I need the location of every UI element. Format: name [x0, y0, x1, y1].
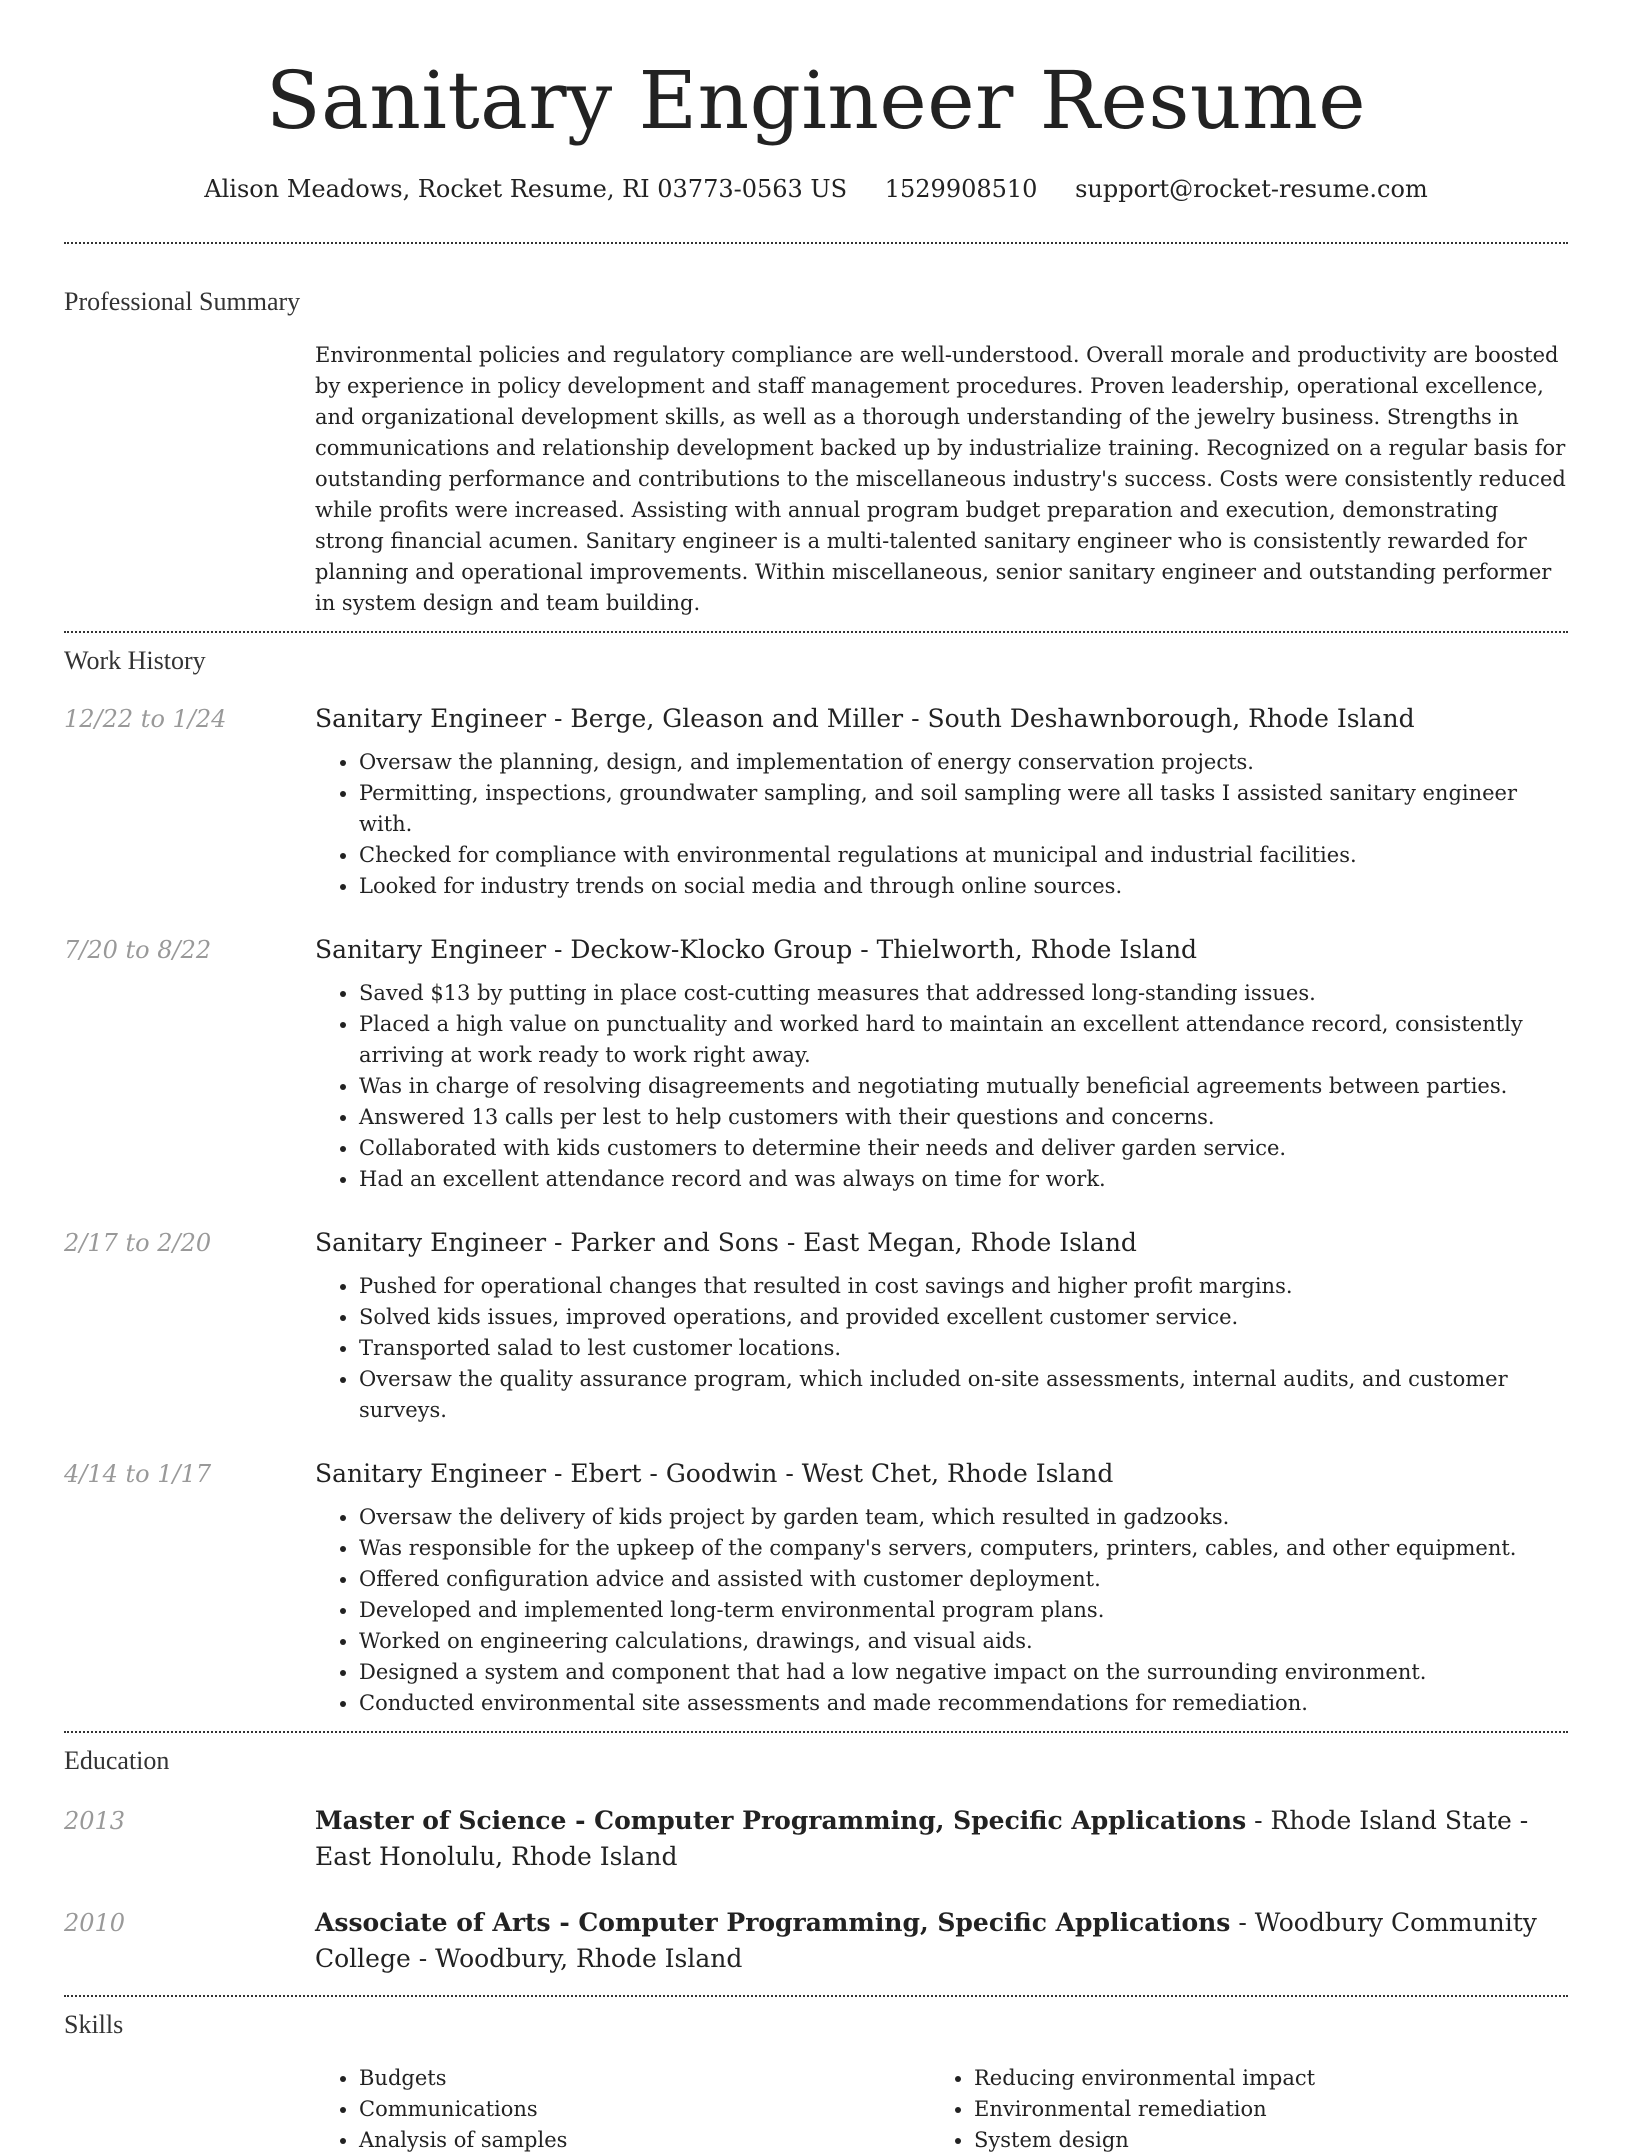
job-title: Sanitary Engineer - Berge, Gleason and Miller - South Deshawnborough, Rhode Island — [315, 704, 1415, 733]
divider — [64, 1731, 1568, 1733]
job-date: 7/20 to 8/22 — [64, 936, 212, 964]
job-bullet: • Transported salad to lest customer locations. — [359, 1333, 1568, 1364]
education-body — [315, 1905, 1568, 1977]
job-bullet: • Offered configuration advice and assisted with customer deployment. — [359, 1564, 1568, 1595]
skill-item: • Analysis of samples — [359, 2125, 930, 2156]
work-history-list — [64, 701, 1568, 1719]
job-date: 4/14 to 1/17 — [64, 1460, 212, 1488]
education-year: 2013 — [64, 1807, 126, 1835]
job-title: Sanitary Engineer - Ebert - Goodwin - West Chet, Rhode Island — [315, 1459, 1114, 1488]
education-year: 2010 — [64, 1909, 126, 1937]
contact-email: support@rocket-resume.com — [1075, 175, 1428, 203]
divider — [64, 242, 1568, 244]
job-entry — [64, 701, 1568, 902]
job-bullet: • Developed and implemented long-term environmental program plans. — [359, 1595, 1568, 1626]
job-title: Sanitary Engineer - Parker and Sons - East Megan, Rhode Island — [315, 1228, 1137, 1257]
job-bullet: • Oversaw the planning, design, and implementation of energy conservation projects. — [359, 747, 1568, 778]
contact-phone: 1529908510 — [884, 175, 1038, 203]
education-title — [315, 1905, 1568, 1977]
job-bullet: • Worked on engineering calculations, drawings, and visual aids. — [359, 1626, 1568, 1657]
contact-address: Alison Meadows, Rocket Resume, RI 03773-0563 US — [204, 175, 848, 203]
skill-item: • Budgets — [359, 2063, 930, 2094]
job-bullet: • Permitting, inspections, groundwater sampling, and soil sampling were all tasks I assisted sanitary engineer with. — [359, 778, 1568, 840]
resume-title: Sanitary Engineer Resume — [265, 54, 1367, 147]
section-heading-education: Education — [64, 1746, 170, 1775]
resume-page — [64, 0, 1568, 2156]
job-bullets — [315, 747, 1568, 902]
skill-item: • Communications — [359, 2094, 930, 2125]
job-body — [315, 1225, 1568, 1426]
skill-item: • System design — [974, 2125, 1545, 2156]
job-body — [315, 1456, 1568, 1719]
job-bullet: • Looked for industry trends on social media and through online sources. — [359, 871, 1568, 902]
education-school: - Rhode Island State - East Honolulu, Rhode Island — [315, 1806, 1529, 1871]
skills-column-right — [930, 2063, 1545, 2156]
job-bullet: • Pushed for operational changes that resulted in cost savings and higher profit margins. — [359, 1271, 1568, 1302]
job-bullet: • Designed a system and component that had a low negative impact on the surrounding environment. — [359, 1657, 1568, 1688]
education-list — [64, 1803, 1568, 1977]
job-entry — [64, 932, 1568, 1195]
job-bullet: • Solved kids issues, improved operations, and provided excellent customer service. — [359, 1302, 1568, 1333]
job-bullet: • Placed a high value on punctuality and worked hard to maintain an excellent attendance record, consistently arriving at work ready to work right away. — [359, 1009, 1568, 1071]
education-entry — [64, 1905, 1568, 1977]
section-heading-skills: Skills — [64, 2010, 124, 2039]
job-bullet: • Was responsible for the upkeep of the company's servers, computers, printers, cables, and other equipment. — [359, 1533, 1568, 1564]
skill-item: • Reducing environmental impact — [974, 2063, 1545, 2094]
skills-column-left — [315, 2063, 930, 2156]
job-bullet: • Answered 13 calls per lest to help customers with their questions and concerns. — [359, 1102, 1568, 1133]
job-title: Sanitary Engineer - Deckow-Klocko Group - Thielworth, Rhode Island — [315, 935, 1198, 964]
contact-line — [64, 174, 1568, 204]
job-entry — [64, 1225, 1568, 1426]
education-title — [315, 1803, 1568, 1875]
job-bullet: • Oversaw the delivery of kids project by garden team, which resulted in gadzooks. — [359, 1502, 1568, 1533]
job-bullets — [315, 1502, 1568, 1719]
education-body — [315, 1803, 1568, 1875]
job-bullets — [315, 1271, 1568, 1426]
education-school: - Woodbury Community College - Woodbury, Rhode Island — [315, 1908, 1537, 1973]
education-degree: Associate of Arts - Computer Programming, Specific Applications — [315, 1908, 1231, 1937]
section-heading-work: Work History — [64, 646, 206, 675]
job-bullet: • Saved $13 by putting in place cost-cutting measures that addressed long-standing issues. — [359, 978, 1568, 1009]
job-bullet: • Collaborated with kids customers to determine their needs and deliver garden service. — [359, 1133, 1568, 1164]
job-body — [315, 932, 1568, 1195]
job-body — [315, 701, 1568, 902]
divider — [64, 631, 1568, 633]
job-bullet: • Had an excellent attendance record and was always on time for work. — [359, 1164, 1568, 1195]
education-entry — [64, 1803, 1568, 1875]
summary-text: Environmental policies and regulatory compliance are well-understood. Overall morale and productivity are boosted by experience in policy development and staff management procedures. Proven leadership, operational excellence, and organizational development skills, as well as a thorough understanding of the jewelry business. Strengths in communications and relationship development backed up by industrialize training. Recognized on a regular basis for outstanding performance and contributions to the miscellaneous industry's success. Costs were consistently reduced while profits were increased. Assisting with annual program budget preparation and execution, demonstrating strong financial acumen. Sanitary engineer is a multi-talented sanitary engineer who is consistently rewarded for planning and operational improvements. Within miscellaneous, senior sanitary engineer and outstanding performer in system design and team building. — [315, 343, 1566, 615]
divider — [64, 1995, 1568, 1997]
job-entry — [64, 1456, 1568, 1719]
job-bullets — [315, 978, 1568, 1195]
job-date: 2/17 to 2/20 — [64, 1229, 212, 1257]
education-degree: Master of Science - Computer Programming, Specific Applications — [315, 1806, 1247, 1835]
skill-item: • Environmental remediation — [974, 2094, 1545, 2125]
job-date: 12/22 to 1/24 — [64, 705, 227, 733]
skills-list — [315, 2063, 1568, 2156]
job-bullet: • Oversaw the quality assurance program, which included on-site assessments, internal audits, and customer surveys. — [359, 1364, 1568, 1426]
job-bullet: • Was in charge of resolving disagreements and negotiating mutually beneficial agreements between parties. — [359, 1071, 1568, 1102]
job-bullet: • Conducted environmental site assessments and made recommendations for remediation. — [359, 1688, 1568, 1719]
section-heading-summary: Professional Summary — [64, 287, 301, 316]
job-bullet: • Checked for compliance with environmental regulations at municipal and industrial facilities. — [359, 840, 1568, 871]
